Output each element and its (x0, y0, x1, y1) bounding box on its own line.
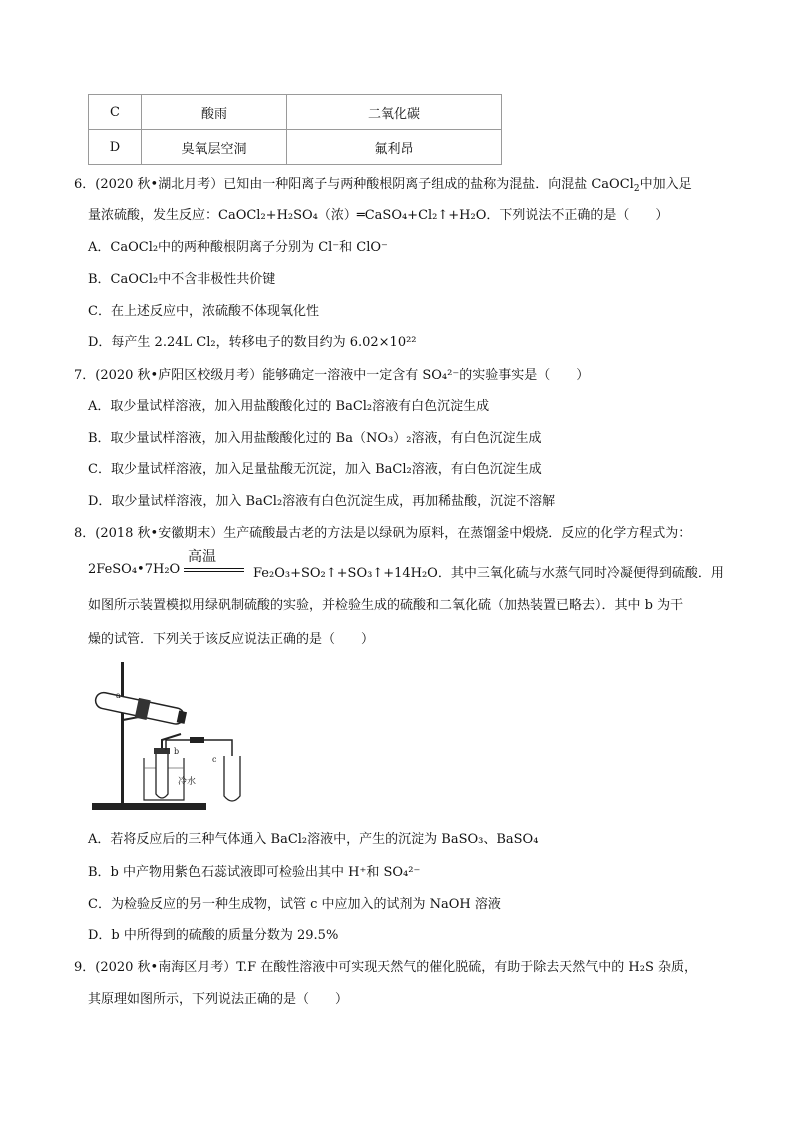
q6-stem-end: 中加入足 (639, 177, 692, 192)
q6-stem-line2: 量浓硫酸，发生反应：CaOCl₂+H₂SO₄（浓）═CaSO₄+Cl₂↑+H₂O．下列说法不正确的是（ ） (88, 208, 669, 223)
table-row (89, 95, 502, 130)
q8-stem-line3: 如图所示装置模拟用绿矾制硫酸的实验，并检验生成的硫酸和二氧化硫（加热装置已略去）．其中 b 为干 (88, 598, 684, 613)
table-cell-letter: D (89, 130, 142, 165)
q8-stem-line4: 燥的试管．下列关于该反应说法正确的是（ ） (88, 632, 375, 647)
stopper-b (154, 748, 170, 754)
tube-a (94, 689, 188, 728)
q6-option-b: B．CaOCl₂中不含非极性共价键 (88, 272, 276, 287)
q8-equation-left: 2FeSO₄•7H₂O (88, 562, 181, 577)
test-tube-c (224, 756, 240, 801)
label-cold-water: 冷水 (178, 777, 197, 787)
stand-rod (121, 662, 124, 804)
q8-equation-arrow-lower (184, 571, 244, 572)
label-c: c (212, 755, 217, 764)
q6-stem-line1 (74, 175, 692, 199)
q8-equation-condition: 高温 (188, 549, 216, 565)
q8-equation-right: Fe₂O₃+SO₂↑+SO₃↑+14H₂O．其中三氧化硫与水蒸气同时冷凝便得到硫酸．用 (253, 566, 724, 581)
q6-stem-text: 6．(2020 秋•湖北月考）已知由一种阳离子与两种酸根阴离子组成的盐称为混盐．向混盐 CaOCl (74, 177, 634, 192)
q8-option-d: D．b 中所得到的硫酸的质量分数为 29.5% (88, 928, 339, 943)
q7-option-d: D．取少量试样溶液，加入 BaCl₂溶液有白色沉淀生成，再加稀盐酸，沉淀不溶解 (88, 494, 556, 509)
q6-option-c: C．在上述反应中，浓硫酸不体现氧化性 (88, 304, 319, 319)
table-row (89, 130, 502, 165)
connector (190, 737, 204, 743)
q6-option-d: D．每产生 2.24L Cl₂，转移电子的数目约为 6.02×10²² (88, 335, 417, 350)
options-table (88, 94, 502, 165)
q8-option-b: B．b 中产物用紫色石蕊试液即可检验出其中 H⁺和 SO₄²⁻ (88, 865, 421, 880)
table-cell-cause: 二氧化碳 (287, 95, 502, 130)
q7-option-b: B．取少量试样溶液，加入用盐酸酸化过的 Ba（NO₃）₂溶液，有白色沉淀生成 (88, 431, 542, 446)
test-tube-b (156, 752, 168, 798)
table-cell-phenomenon: 臭氧层空洞 (142, 130, 287, 165)
label-b: b (174, 747, 180, 756)
apparatus-figure (86, 660, 261, 820)
q9-stem-line1: 9．(2020 秋•南海区月考）T.F 在酸性溶液中可实现天然气的催化脱硫，有助于除去天然气中的 H₂S 杂质， (74, 960, 697, 975)
table-cell-cause: 氟利昂 (287, 130, 502, 165)
q7-stem: 7．(2020 秋•庐阳区校级月考）能够确定一溶液中一定含有 SO₄²⁻的实验事实是（ ） (74, 368, 590, 383)
q8-stem: 8．(2018 秋•安徽期末）生产硫酸最古老的方法是以绿矾为原料，在蒸馏釜中煅烧．反应的化学方程式为： (74, 526, 692, 541)
table-cell-letter: C (89, 95, 142, 130)
q8-option-a: A．若将反应后的三种气体通入 BaCl₂溶液中，产生的沉淀为 BaSO₃、BaSO₄ (88, 832, 539, 847)
q6-option-a: A．CaOCl₂中的两种酸根阴离子分别为 Cl⁻和 ClO⁻ (88, 240, 388, 255)
q7-option-a: A．取少量试样溶液，加入用盐酸酸化过的 BaCl₂溶液有白色沉淀生成 (88, 399, 490, 414)
q9-stem-line2: 其原理如图所示，下列说法正确的是（ ） (88, 992, 349, 1007)
q8-option-c: C．为检验反应的另一种生成物，试管 c 中应加入的试剂为 NaOH 溶液 (88, 897, 501, 912)
table-cell-phenomenon: 酸雨 (142, 95, 287, 130)
q6-stem-subscript: 2 (633, 184, 640, 194)
q8-equation-arrow (184, 568, 244, 569)
label-a: a (116, 691, 121, 700)
q7-option-c: C．取少量试样溶液，加入足量盐酸无沉淀，加入 BaCl₂溶液，有白色沉淀生成 (88, 462, 542, 477)
stand-base (92, 803, 206, 810)
